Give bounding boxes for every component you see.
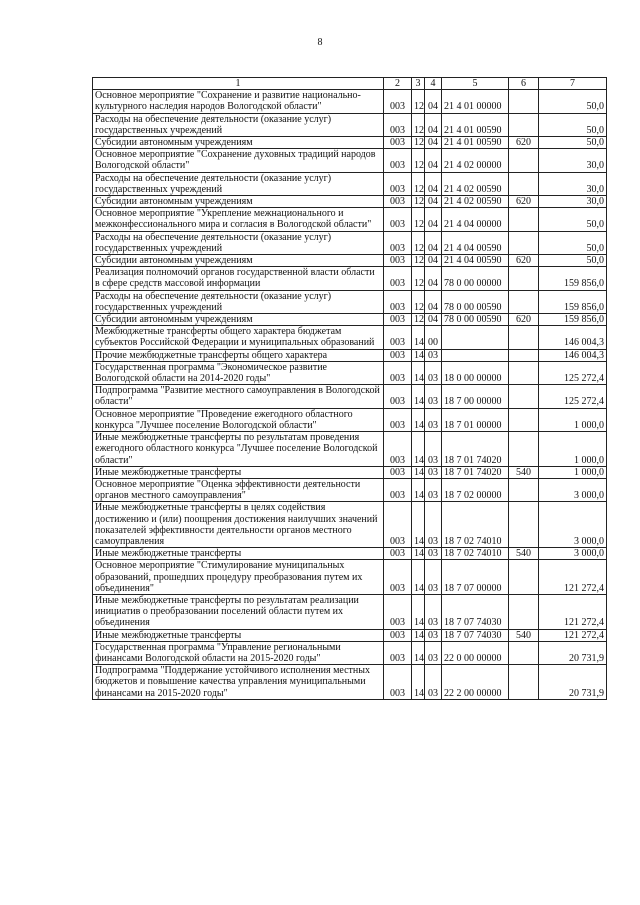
row-name-cell: Основное мероприятие "Стимулирование муниципальных образований, прошедших процедуру преобразования путем их объединения": [93, 560, 384, 595]
subsection-cell: 03: [425, 548, 442, 560]
row-name-cell: Основное мероприятие "Укрепление межнационального и межконфессионального мира и согласия в Вологодской области": [93, 208, 384, 231]
table-row: [93, 314, 607, 326]
expense-type-cell: [509, 290, 539, 313]
section-cell: 14: [412, 665, 425, 700]
subsection-cell: 03: [425, 502, 442, 548]
expense-type-cell: [509, 326, 539, 349]
subsection-cell: 03: [425, 361, 442, 384]
target-article-cell: 21 4 04 00590: [442, 231, 509, 254]
table-row: [93, 560, 607, 595]
row-name-cell: Иные межбюджетные трансферты по результатам проведения ежегодного областного конкурса "Лучшее поселение Вологодской области": [93, 432, 384, 467]
expense-type-cell: 540: [509, 629, 539, 641]
row-name-cell: Иные межбюджетные трансферты в целях содействия достижению и (или) поощрения достижения наилучших значений показателей эффективности деятельности органов местного самоуправления: [93, 502, 384, 548]
expense-type-cell: [509, 641, 539, 664]
table-row: [93, 408, 607, 431]
amount-cell: 146 004,3: [539, 326, 607, 349]
expense-type-cell: 540: [509, 548, 539, 560]
subsection-cell: 03: [425, 466, 442, 478]
subsection-cell: 04: [425, 113, 442, 136]
section-cell: 14: [412, 594, 425, 629]
page-number: 8: [317, 37, 323, 48]
admin-code-cell: 003: [384, 113, 412, 136]
row-name-cell: Расходы на обеспечение деятельности (оказание услуг) государственных учреждений: [93, 172, 384, 195]
admin-code-cell: 003: [384, 90, 412, 113]
expense-type-cell: [509, 478, 539, 501]
row-name-cell: Основное мероприятие "Сохранение и развитие национально-культурного наследия народов Вологодской области": [93, 90, 384, 113]
subsection-cell: 03: [425, 478, 442, 501]
section-cell: 14: [412, 385, 425, 408]
admin-code-cell: 003: [384, 137, 412, 149]
amount-cell: 125 272,4: [539, 361, 607, 384]
amount-cell: 50,0: [539, 208, 607, 231]
target-article-cell: 21 4 02 00000: [442, 149, 509, 172]
section-cell: 12: [412, 267, 425, 290]
section-cell: 14: [412, 432, 425, 467]
table-row: [93, 90, 607, 113]
subsection-cell: 03: [425, 665, 442, 700]
expense-type-cell: [509, 172, 539, 195]
target-article-cell: 21 4 01 00590: [442, 113, 509, 136]
expense-type-cell: 540: [509, 466, 539, 478]
admin-code-cell: 003: [384, 149, 412, 172]
expense-type-cell: [509, 594, 539, 629]
expense-type-cell: [509, 385, 539, 408]
table-row: [93, 208, 607, 231]
subsection-cell: 04: [425, 267, 442, 290]
subsection-cell: 04: [425, 149, 442, 172]
admin-code-cell: 003: [384, 290, 412, 313]
column-header: 5: [442, 78, 509, 90]
subsection-cell: 04: [425, 137, 442, 149]
row-name-cell: Субсидии автономным учреждениям: [93, 137, 384, 149]
admin-code-cell: 003: [384, 548, 412, 560]
amount-cell: 50,0: [539, 231, 607, 254]
expense-type-cell: [509, 665, 539, 700]
admin-code-cell: 003: [384, 478, 412, 501]
row-name-cell: Иные межбюджетные трансферты: [93, 548, 384, 560]
subsection-cell: 04: [425, 208, 442, 231]
section-cell: 14: [412, 326, 425, 349]
section-cell: 14: [412, 548, 425, 560]
section-cell: 12: [412, 196, 425, 208]
section-cell: 12: [412, 90, 425, 113]
target-article-cell: 21 4 02 00590: [442, 172, 509, 195]
subsection-cell: 04: [425, 196, 442, 208]
expense-type-cell: [509, 149, 539, 172]
expense-type-cell: [509, 560, 539, 595]
subsection-cell: 03: [425, 385, 442, 408]
target-article-cell: 22 0 00 00000: [442, 641, 509, 664]
column-header: 1: [93, 78, 384, 90]
row-name-cell: Субсидии автономным учреждениям: [93, 255, 384, 267]
target-article-cell: 18 0 00 00000: [442, 361, 509, 384]
row-name-cell: Основное мероприятие "Проведение ежегодного областного конкурса "Лучшее поселение Вологодской области": [93, 408, 384, 431]
row-name-cell: Иные межбюджетные трансферты: [93, 629, 384, 641]
section-cell: 14: [412, 361, 425, 384]
table-row: [93, 113, 607, 136]
admin-code-cell: 003: [384, 560, 412, 595]
amount-cell: 1 000,0: [539, 408, 607, 431]
section-cell: 14: [412, 349, 425, 361]
amount-cell: 20 731,9: [539, 641, 607, 664]
table-body: [93, 90, 607, 700]
subsection-cell: 04: [425, 172, 442, 195]
amount-cell: 121 272,4: [539, 594, 607, 629]
section-cell: 12: [412, 255, 425, 267]
admin-code-cell: 003: [384, 466, 412, 478]
expense-type-cell: [509, 90, 539, 113]
admin-code-cell: 003: [384, 432, 412, 467]
admin-code-cell: 003: [384, 361, 412, 384]
expense-type-cell: [509, 361, 539, 384]
expense-type-cell: 620: [509, 314, 539, 326]
section-cell: 14: [412, 641, 425, 664]
amount-cell: 3 000,0: [539, 502, 607, 548]
row-name-cell: Основное мероприятие "Сохранение духовных традиций народов Вологодской области": [93, 149, 384, 172]
table-row: [93, 641, 607, 664]
section-cell: 14: [412, 502, 425, 548]
admin-code-cell: 003: [384, 641, 412, 664]
section-cell: 12: [412, 208, 425, 231]
section-cell: 12: [412, 113, 425, 136]
amount-cell: 30,0: [539, 196, 607, 208]
table-row: [93, 361, 607, 384]
table-row: [93, 349, 607, 361]
target-article-cell: 21 4 04 00590: [442, 255, 509, 267]
table-row: [93, 137, 607, 149]
target-article-cell: 18 7 07 74030: [442, 629, 509, 641]
expense-type-cell: 620: [509, 196, 539, 208]
row-name-cell: Межбюджетные трансферты общего характера бюджетам субъектов Российской Федерации и муниципальных образований: [93, 326, 384, 349]
section-cell: 12: [412, 314, 425, 326]
subsection-cell: 04: [425, 290, 442, 313]
budget-table: [92, 77, 607, 700]
amount-cell: 20 731,9: [539, 665, 607, 700]
table-row: [93, 629, 607, 641]
expense-type-cell: [509, 208, 539, 231]
amount-cell: 125 272,4: [539, 385, 607, 408]
target-article-cell: [442, 349, 509, 361]
row-name-cell: Реализация полномочий органов государственной власти области в сфере средств массовой информации: [93, 267, 384, 290]
column-header: 6: [509, 78, 539, 90]
section-cell: 14: [412, 408, 425, 431]
section-cell: 12: [412, 290, 425, 313]
table-row: [93, 231, 607, 254]
row-name-cell: Иные межбюджетные трансферты: [93, 466, 384, 478]
target-article-cell: 18 7 02 74010: [442, 548, 509, 560]
table-row: [93, 665, 607, 700]
subsection-cell: 03: [425, 432, 442, 467]
column-header: 7: [539, 78, 607, 90]
admin-code-cell: 003: [384, 314, 412, 326]
section-cell: 12: [412, 137, 425, 149]
admin-code-cell: 003: [384, 196, 412, 208]
target-article-cell: 18 7 07 00000: [442, 560, 509, 595]
amount-cell: 1 000,0: [539, 432, 607, 467]
subsection-cell: 03: [425, 408, 442, 431]
table-row: [93, 196, 607, 208]
subsection-cell: 04: [425, 90, 442, 113]
target-article-cell: 18 7 00 00000: [442, 385, 509, 408]
table-row: [93, 172, 607, 195]
section-cell: 14: [412, 466, 425, 478]
subsection-cell: 03: [425, 349, 442, 361]
row-name-cell: Иные межбюджетные трансферты по результатам реализации инициатив о преобразовании поселений области путем их объединения: [93, 594, 384, 629]
section-cell: 12: [412, 231, 425, 254]
target-article-cell: 18 7 02 00000: [442, 478, 509, 501]
row-name-cell: Основное мероприятие "Оценка эффективности деятельности органов местного самоуправления": [93, 478, 384, 501]
expense-type-cell: [509, 408, 539, 431]
table-header-row: [93, 78, 607, 90]
section-cell: 14: [412, 629, 425, 641]
admin-code-cell: 003: [384, 349, 412, 361]
admin-code-cell: 003: [384, 385, 412, 408]
target-article-cell: [442, 326, 509, 349]
target-article-cell: 18 7 01 74020: [442, 466, 509, 478]
table-row: [93, 502, 607, 548]
amount-cell: 30,0: [539, 149, 607, 172]
subsection-cell: 03: [425, 560, 442, 595]
row-name-cell: Государственная программа "Экономическое развитие Вологодской области на 2014-2020 годы": [93, 361, 384, 384]
subsection-cell: 04: [425, 231, 442, 254]
table-row: [93, 385, 607, 408]
admin-code-cell: 003: [384, 208, 412, 231]
admin-code-cell: 003: [384, 629, 412, 641]
admin-code-cell: 003: [384, 594, 412, 629]
expense-type-cell: [509, 502, 539, 548]
subsection-cell: 03: [425, 594, 442, 629]
column-header: 3: [412, 78, 425, 90]
row-name-cell: Подпрограмма "Развитие местного самоуправления в Вологодской области": [93, 385, 384, 408]
amount-cell: 1 000,0: [539, 466, 607, 478]
table-row: [93, 267, 607, 290]
target-article-cell: 78 0 00 00590: [442, 290, 509, 313]
target-article-cell: 21 4 04 00000: [442, 208, 509, 231]
row-name-cell: Расходы на обеспечение деятельности (оказание услуг) государственных учреждений: [93, 290, 384, 313]
amount-cell: 146 004,3: [539, 349, 607, 361]
row-name-cell: Субсидии автономным учреждениям: [93, 196, 384, 208]
amount-cell: 3 000,0: [539, 478, 607, 501]
expense-type-cell: [509, 432, 539, 467]
amount-cell: 50,0: [539, 137, 607, 149]
expense-type-cell: 620: [509, 255, 539, 267]
target-article-cell: 18 7 01 74020: [442, 432, 509, 467]
target-article-cell: 22 2 00 00000: [442, 665, 509, 700]
target-article-cell: 18 7 01 00000: [442, 408, 509, 431]
target-article-cell: 78 0 00 00000: [442, 267, 509, 290]
admin-code-cell: 003: [384, 267, 412, 290]
amount-cell: 50,0: [539, 113, 607, 136]
amount-cell: 159 856,0: [539, 314, 607, 326]
table-row: [93, 326, 607, 349]
section-cell: 12: [412, 149, 425, 172]
amount-cell: 159 856,0: [539, 267, 607, 290]
expense-type-cell: 620: [509, 137, 539, 149]
expense-type-cell: [509, 113, 539, 136]
expense-type-cell: [509, 349, 539, 361]
table-row: [93, 548, 607, 560]
row-name-cell: Субсидии автономным учреждениям: [93, 314, 384, 326]
amount-cell: 121 272,4: [539, 629, 607, 641]
table-row: [93, 466, 607, 478]
column-header: 4: [425, 78, 442, 90]
amount-cell: 159 856,0: [539, 290, 607, 313]
target-article-cell: 21 4 01 00000: [442, 90, 509, 113]
column-header: 2: [384, 78, 412, 90]
admin-code-cell: 003: [384, 408, 412, 431]
amount-cell: 50,0: [539, 90, 607, 113]
admin-code-cell: 003: [384, 172, 412, 195]
admin-code-cell: 003: [384, 326, 412, 349]
table-row: [93, 290, 607, 313]
target-article-cell: 21 4 01 00590: [442, 137, 509, 149]
admin-code-cell: 003: [384, 665, 412, 700]
table-row: [93, 432, 607, 467]
table-row: [93, 255, 607, 267]
row-name-cell: Прочие межбюджетные трансферты общего характера: [93, 349, 384, 361]
amount-cell: 50,0: [539, 255, 607, 267]
target-article-cell: 21 4 02 00590: [442, 196, 509, 208]
table-row: [93, 594, 607, 629]
subsection-cell: 04: [425, 314, 442, 326]
row-name-cell: Расходы на обеспечение деятельности (оказание услуг) государственных учреждений: [93, 113, 384, 136]
section-cell: 14: [412, 560, 425, 595]
target-article-cell: 18 7 02 74010: [442, 502, 509, 548]
row-name-cell: Государственная программа "Управление региональными финансами Вологодской области на 2015-2020 годы": [93, 641, 384, 664]
expense-type-cell: [509, 267, 539, 290]
admin-code-cell: 003: [384, 255, 412, 267]
amount-cell: 3 000,0: [539, 548, 607, 560]
expense-type-cell: [509, 231, 539, 254]
subsection-cell: 03: [425, 629, 442, 641]
target-article-cell: 18 7 07 74030: [442, 594, 509, 629]
admin-code-cell: 003: [384, 502, 412, 548]
amount-cell: 121 272,4: [539, 560, 607, 595]
row-name-cell: Подпрограмма "Поддержание устойчивого исполнения местных бюджетов и повышение качества управления муниципальными финансами на 2015-2020 годы": [93, 665, 384, 700]
row-name-cell: Расходы на обеспечение деятельности (оказание услуг) государственных учреждений: [93, 231, 384, 254]
target-article-cell: 78 0 00 00590: [442, 314, 509, 326]
amount-cell: 30,0: [539, 172, 607, 195]
subsection-cell: 03: [425, 641, 442, 664]
section-cell: 14: [412, 478, 425, 501]
subsection-cell: 00: [425, 326, 442, 349]
table-row: [93, 478, 607, 501]
admin-code-cell: 003: [384, 231, 412, 254]
table-row: [93, 149, 607, 172]
section-cell: 12: [412, 172, 425, 195]
subsection-cell: 04: [425, 255, 442, 267]
